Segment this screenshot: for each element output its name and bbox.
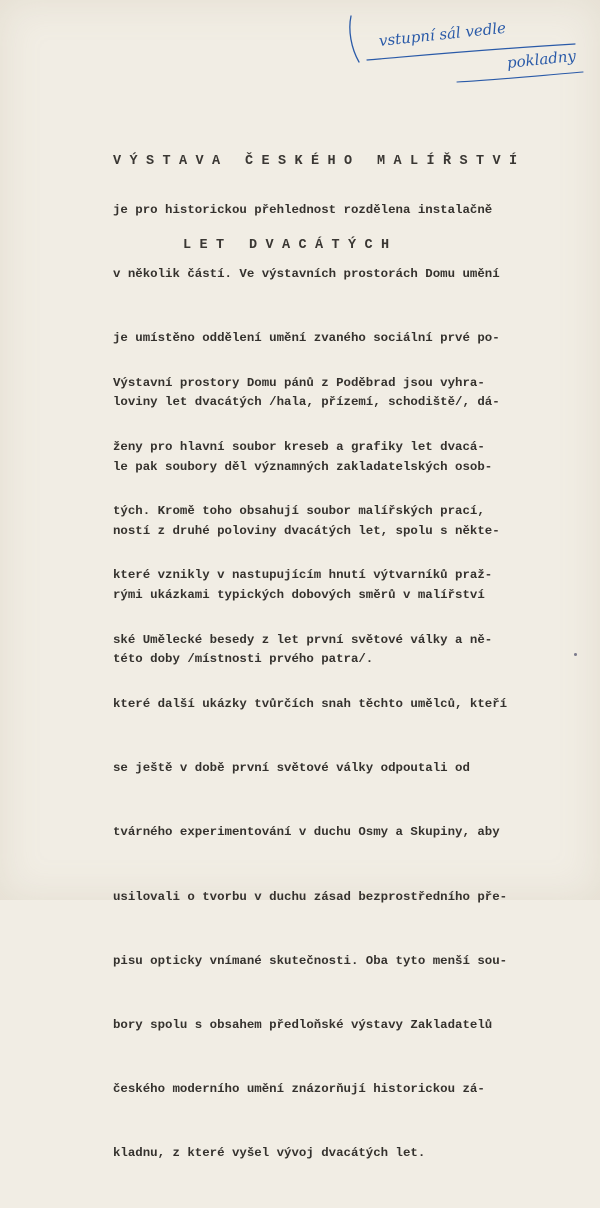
paragraph-line: ské Umělecké besedy z let první světové války a ně-	[113, 632, 493, 647]
handwritten-note	[345, 10, 595, 90]
paragraph-line: loviny let dvacátých /hala, přízemí, schodiště/, dá-	[113, 395, 500, 410]
paragraph-line: je pro historickou přehlednost rozdělena instalačně	[113, 202, 493, 217]
paragraph-line: bory spolu s obsahem předloňské výstavy Zakladatelů	[113, 1018, 493, 1032]
handwritten-note-line2: pokladny	[506, 46, 577, 72]
paragraph-line: Výstavní prostory Domu pánů z Poděbrad jsou vyhra-	[113, 375, 485, 390]
paragraph-line: ností z druhé poloviny dvacátých let, spolu s někte-	[113, 523, 500, 538]
paragraph-line: le pak soubory děl významných zakladatelských osob-	[113, 459, 493, 474]
title-line2: LET DVACÁTÝCH	[183, 238, 398, 253]
paragraph-2	[113, 330, 533, 1208]
paragraph-line: tých. Kromě toho obsahují soubor malířských prací,	[113, 504, 485, 519]
paragraph-line: se ještě v době první světové války odpoutali od	[113, 761, 470, 776]
paragraph-line: tvárného experimentování v duchu Osmy a Skupiny, aby	[113, 825, 500, 840]
paragraph-line: pisu opticky vnímané skutečnosti. Oba tyto menší sou-	[113, 953, 508, 968]
paragraph-line: usilovali o tvorbu v duchu zásad bezprostředního pře-	[113, 889, 508, 904]
paper-speck	[574, 653, 577, 656]
paragraph-line: které další ukázky tvůrčích snah těchto umělců, kteří	[113, 696, 508, 711]
paragraph-line: této doby /místnosti prvého patra/.	[113, 652, 374, 667]
handwritten-note-line1: vstupní sál vedle	[378, 18, 507, 50]
paragraph-line: kladnu, z které vyšel vývoj dvacátých let.	[113, 1146, 426, 1161]
paragraph-line: je umístěno oddělení umění zvaného sociální prvé po-	[113, 331, 500, 346]
title-line1: VÝSTAVA ČESKÉHO MALÍŘSTVÍ	[113, 154, 526, 169]
paragraph-line: rými ukázkami typických dobových směrů v malířství	[113, 588, 485, 603]
paragraph-line: v několik částí. Ve výstavních prostorách Domu umění	[113, 267, 500, 282]
paragraph-line: ženy pro hlavní soubor kreseb a grafiky let dvacá-	[113, 440, 485, 455]
paragraph-line: českého moderního umění znázorňují historickou zá-	[113, 1082, 485, 1097]
paragraph-line: které vznikly v nastupujícím hnutí výtvarníků praž-	[113, 568, 493, 583]
